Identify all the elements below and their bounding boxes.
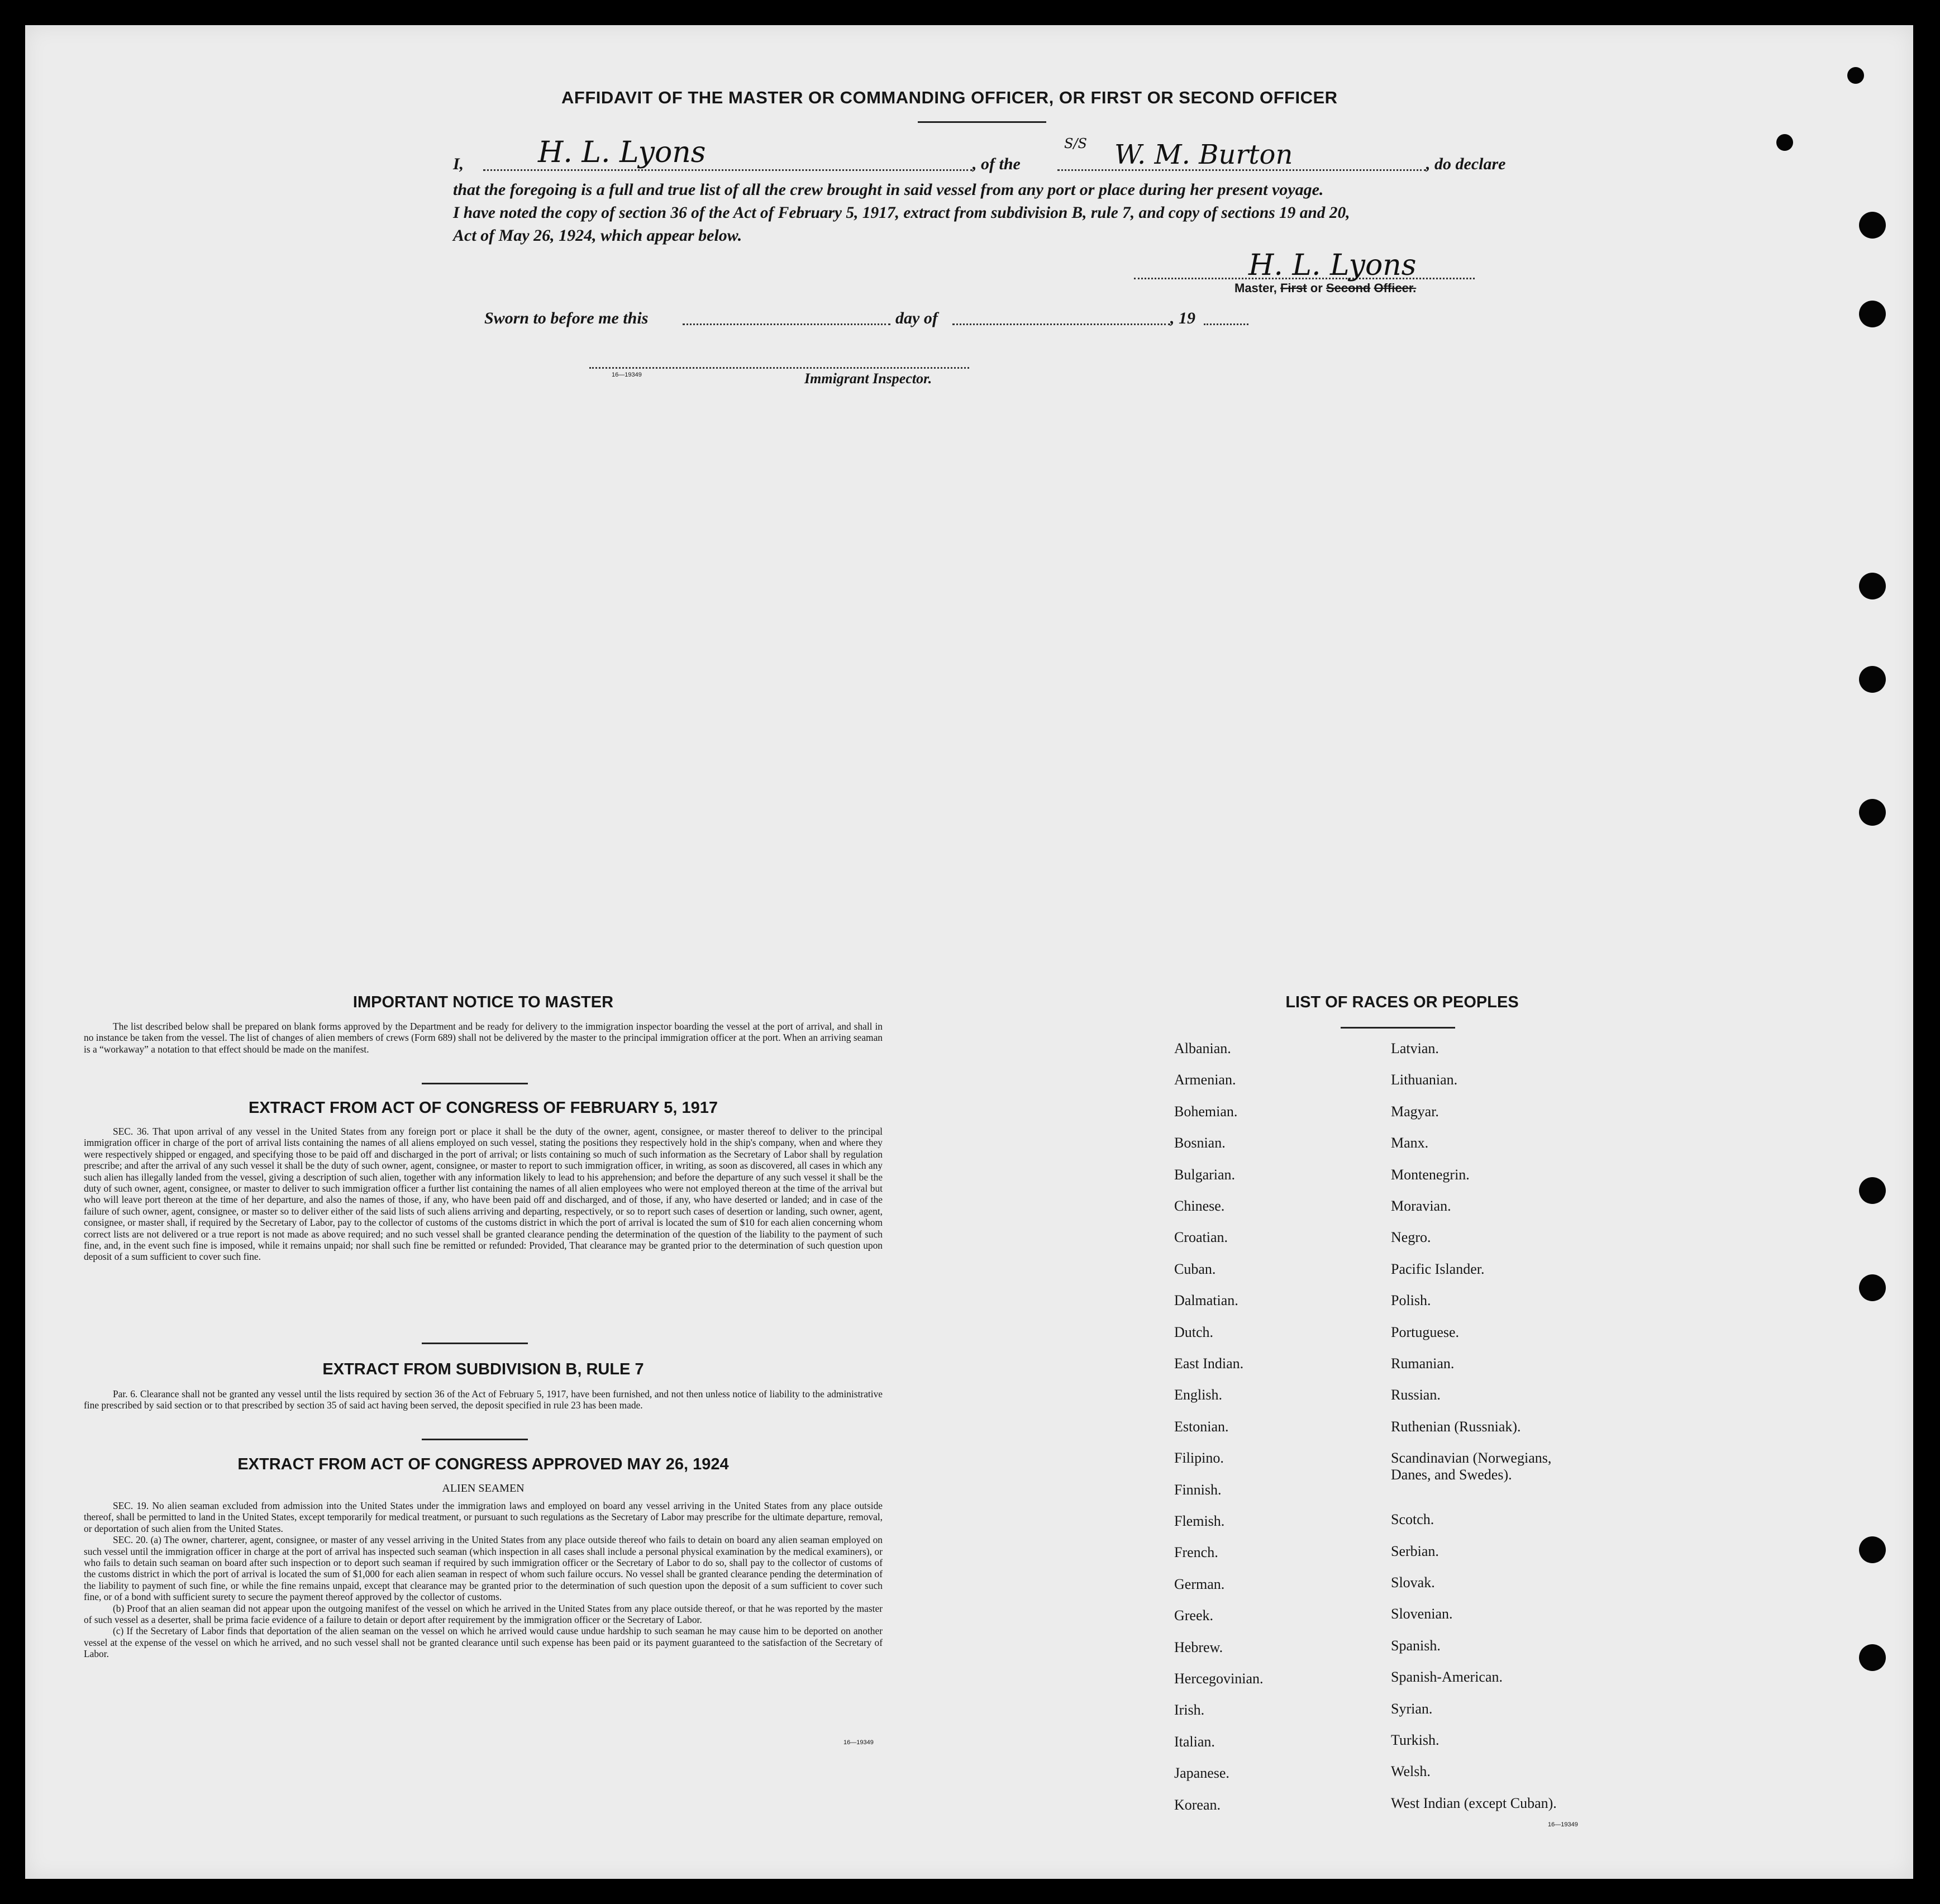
day-of-label: day of [895, 309, 938, 327]
race-item: Irish. [1174, 1702, 1205, 1719]
sec-20c-paragraph: (c) If the Secretary of Labor finds that deportation of the alien seaman on the vessel on which he arrived would cause undue hardship to such seaman he may cause him to be deported on another vessel at the expense of the vessel on which he arrived, and no such vessel shall not be granted clearance until such expense has been paid or its payment guaranteed to the satisfaction of the Secretary of Labor. [84, 1625, 883, 1660]
sworn-day-line [683, 323, 890, 325]
race-item: Montenegrin. [1391, 1166, 1470, 1183]
sworn-label: Sworn to before me this [484, 309, 649, 327]
race-item: Greek. [1174, 1607, 1214, 1624]
race-item: Scotch. [1391, 1511, 1434, 1528]
race-item: Manx. [1391, 1135, 1429, 1151]
punch-hole [1859, 301, 1886, 327]
race-item: Bulgarian. [1174, 1166, 1236, 1183]
race-item: Scandinavian (Norwegians, Danes, and Swedes). [1391, 1450, 1552, 1483]
race-item: Syrian. [1391, 1700, 1433, 1717]
punch-hole [1847, 67, 1864, 84]
race-item: Russian. [1391, 1387, 1441, 1403]
race-item: East Indian. [1174, 1355, 1244, 1372]
inspector-line [589, 367, 969, 369]
race-item: Korean. [1174, 1796, 1221, 1813]
race-item: Lithuanian. [1391, 1072, 1458, 1088]
race-item: Cuban. [1174, 1260, 1216, 1277]
race-item: Pacific Islander. [1391, 1260, 1485, 1277]
extract-1924-body [84, 1500, 883, 1660]
race-item: Albanian. [1174, 1040, 1231, 1056]
extract-1924-title: EXTRACT FROM ACT OF CONGRESS APPROVED MAY 26, 1924 [237, 1455, 729, 1473]
race-item: West Indian (except Cuban). [1391, 1794, 1557, 1811]
race-item: Dutch. [1174, 1324, 1214, 1340]
race-item: Latvian. [1391, 1040, 1439, 1056]
punch-hole [1859, 1536, 1886, 1563]
affidavit-line-3: I have noted the copy of section 36 of the Act of February 5, 1917, extract from subdivision B, rule 7, and copy of sections 19 and 20, [453, 204, 1350, 222]
race-item: Filipino. [1174, 1450, 1224, 1467]
race-item: German. [1174, 1575, 1225, 1592]
race-item: Ruthenian (Russniak). [1391, 1418, 1521, 1435]
race-item: Croatian. [1174, 1229, 1228, 1246]
signature-handwritten: H. L. Lyons [1248, 249, 1417, 282]
sworn-year-line [1204, 323, 1248, 325]
race-item: Slovenian. [1391, 1606, 1453, 1622]
race-item: Serbian. [1391, 1543, 1439, 1559]
race-item: Moravian. [1391, 1198, 1451, 1214]
extract-1917-title: EXTRACT FROM ACT OF CONGRESS OF FEBRUARY 5, 1917 [248, 1099, 718, 1117]
sec-19-paragraph: SEC. 19. No alien seaman excluded from admission into the United States under the immigration laws and employed on board any vessel arriving in the United States from any place outside thereof, shall be permitted to land in the United States, except temporarily for medical treatment, or pursuant to such regulations as the Secretary of Labor may prescribe for the ultimate departure, removal, or deportation of such alien from the United States. [84, 1500, 883, 1534]
i-label: I, [453, 155, 464, 173]
punch-hole [1859, 1177, 1886, 1204]
form-number: 16—19349 [612, 372, 642, 378]
document-page [25, 25, 1913, 1879]
race-item: French. [1174, 1544, 1218, 1561]
race-item: Bohemian. [1174, 1103, 1238, 1120]
sec-20a-paragraph: SEC. 20. (a) The owner, charterer, agent, consignee, or master of any vessel arriving in the United States from any place outside thereof who fails to detain on board any alien seaman employed on such vessel until the immigration officer in charge at the port of arrival has inspected such seaman (which inspection in all cases shall include a personal physical examination by the medical examiners), or who fails to detain such seaman on board after such inspection or to deport such seaman if required by such immigration officer or the Secretary of Labor to do so, shall pay to the collector of customs of the customs district in which the port of arrival is located the sum of $1,000 for each alien seaman in respect of whom such failure occurs. No vessel shall be granted clearance pending the determination of the liability to payment of such fine, or while the fine remains unpaid, except that clearance may be granted prior to the determination of such question upon the deposit of a sum sufficient to cover such fine, or of a bond with sufficient surety to secure the payment thereof approved by the collector of customs. [84, 1534, 883, 1603]
year-label: , 19 [1170, 309, 1195, 327]
extract-1917-body: SEC. 36. That upon arrival of any vessel in the United States from any foreign port or place it shall be the duty of the owner, agent, consignee, or master thereof to deliver to the principal immigration officer in charge of the port of arrival lists containing the names of all aliens employed on such vessel, stating the positions they respectively hold in the ship's company, when and where they were respectively shipped or engaged, and specifying those to be paid off and discharged in the port of arrival; or lists containing so much of such information as the Secretary of Labor shall by regulation prescribe; and after the arrival of any such vessel it shall be the duty of such owner, agent, consignee, or master to report to such immigration officer, in writing, as soon as discovered, all cases in which any such alien has illegally landed from the vessel, giving a description of such alien, together with any information likely to lead to his apprehension; and before the departure of any such vessel it shall be the duty of such owner, agent, consignee, or master to deliver to such immigration officer a further list containing the names of all alien employees who were not employed thereon at the time of the arrival but who will leave port thereon at the time of her departure, and also the names of those, if any, who have been paid off and discharged, and of those, if any, who have deserted or landed; and in case of the failure of such owner, agent, consignee, or master so to deliver either of the said lists of such aliens arriving and departing, respectively, or so to report such cases of desertion or landing, such owner, agent, consignee, or master shall, if required by the Secretary of Labor, pay to the collector of customs of the customs district in which the port of arrival is located the sum of $10 for each alien concerning whom correct lists are not delivered or a true report is not made as above required; and no such vessel shall be granted clearance pending the determination of the question of the liability to the payment of such fine, and, in the event such fine is imposed, while it remains unpaid; nor shall such fine be remitted or refunded: Provided, That clearance may be granted prior to the determination of such question upon deposit of a sum sufficient to cover such fine. [84, 1126, 883, 1263]
race-item: Japanese. [1174, 1765, 1229, 1782]
race-item: Dalmatian. [1174, 1292, 1238, 1309]
punch-hole [1859, 666, 1886, 693]
race-item: Negro. [1391, 1229, 1431, 1246]
affidavit-title: AFFIDAVIT OF THE MASTER OR COMMANDING OFFICER, OR FIRST OR SECOND OFFICER [561, 88, 1338, 107]
race-item: Bosnian. [1174, 1135, 1226, 1151]
punch-hole [1776, 134, 1793, 151]
race-item: Magyar. [1391, 1103, 1439, 1120]
sec-20b-paragraph: (b) Proof that an alien seaman did not appear upon the outgoing manifest of the vessel on which he arrived in the United States from any place outside thereof, or that he was reported by the master of such vessel as a deserter, shall be prima facie evidence of a failure to detain or deport after requirement by the immigration officer or the Secretary of Labor. [84, 1602, 883, 1626]
affidavit-line-4: Act of May 26, 1924, which appear below. [453, 226, 742, 245]
race-item: Polish. [1391, 1292, 1431, 1309]
race-item: Rumanian. [1391, 1355, 1455, 1372]
race-item: Welsh. [1391, 1763, 1431, 1780]
punch-hole [1859, 799, 1886, 826]
sworn-month-line [952, 323, 1170, 325]
section-divider [422, 1083, 528, 1084]
affidavit-line-2: that the foregoing is a full and true list of all the crew brought in said vessel from any port or place during her present voyage. [453, 180, 1324, 199]
officer-name-handwritten: H. L. Lyons [538, 136, 706, 169]
punch-hole [1859, 212, 1886, 239]
punch-hole [1859, 1274, 1886, 1301]
notice-title: IMPORTANT NOTICE TO MASTER [352, 993, 614, 1011]
race-item: Hebrew. [1174, 1639, 1223, 1655]
punch-hole [1859, 1644, 1886, 1671]
race-item: Turkish. [1391, 1731, 1439, 1748]
form-number: 16—19349 [843, 1739, 874, 1746]
alien-seamen-subtitle: ALIEN SEAMEN [442, 1482, 525, 1494]
signature-caption: Master, First or Second Officer. [1234, 281, 1417, 295]
races-title-underline [1341, 1027, 1455, 1029]
name-line [483, 169, 973, 171]
form-number: 16—19349 [1548, 1821, 1578, 1828]
punch-hole [1859, 573, 1886, 599]
do-declare-label: , do declare [1426, 155, 1506, 173]
races-title: LIST OF RACES OR PEOPLES [1285, 993, 1519, 1011]
race-item: Slovak. [1391, 1574, 1435, 1591]
extract-rule7-body: Par. 6. Clearance shall not be granted any vessel until the lists required by section 36 of the Act of February 5, 1917, have been furnished, and not then unless notice of liability to the administrative fine prescribed by said section or to that prescribed by section 35 of said act having been served, the deposit specified in rule 23 has been made. [84, 1388, 883, 1411]
title-underline [918, 121, 1046, 123]
race-item: Italian. [1174, 1733, 1215, 1750]
notice-body: The list described below shall be prepared on blank forms approved by the Department and be ready for delivery to the immigration inspector boarding the vessel at the port of arrival, and shall in no instance be taken from the vessel. The list of changes of alien members of crews (Form 689) shall not be delivered by the master to the principal immigration officer at the port. When an arriving seaman is a “workaway” a notation to that effect should be made on the manifest. [84, 1021, 883, 1055]
vessel-name-handwritten: W. M. Burton [1114, 139, 1293, 170]
race-item: Finnish. [1174, 1481, 1222, 1498]
race-item: Chinese. [1174, 1198, 1225, 1214]
race-item: English. [1174, 1387, 1222, 1403]
race-item: Portuguese. [1391, 1324, 1460, 1340]
extract-rule7-title: EXTRACT FROM SUBDIVISION B, RULE 7 [322, 1360, 644, 1378]
section-divider [422, 1343, 528, 1344]
vessel-prefix-handwritten: S/S [1064, 136, 1087, 151]
inspector-label: Immigrant Inspector. [804, 370, 932, 387]
race-item: Hercegovinian. [1174, 1670, 1264, 1687]
race-item: Spanish. [1391, 1637, 1441, 1654]
section-divider [422, 1439, 528, 1440]
race-item: Armenian. [1174, 1072, 1236, 1088]
of-the-label: , of the [973, 155, 1021, 173]
race-item: Spanish-American. [1391, 1669, 1503, 1686]
race-item: Estonian. [1174, 1418, 1229, 1435]
race-item: Flemish. [1174, 1513, 1225, 1529]
